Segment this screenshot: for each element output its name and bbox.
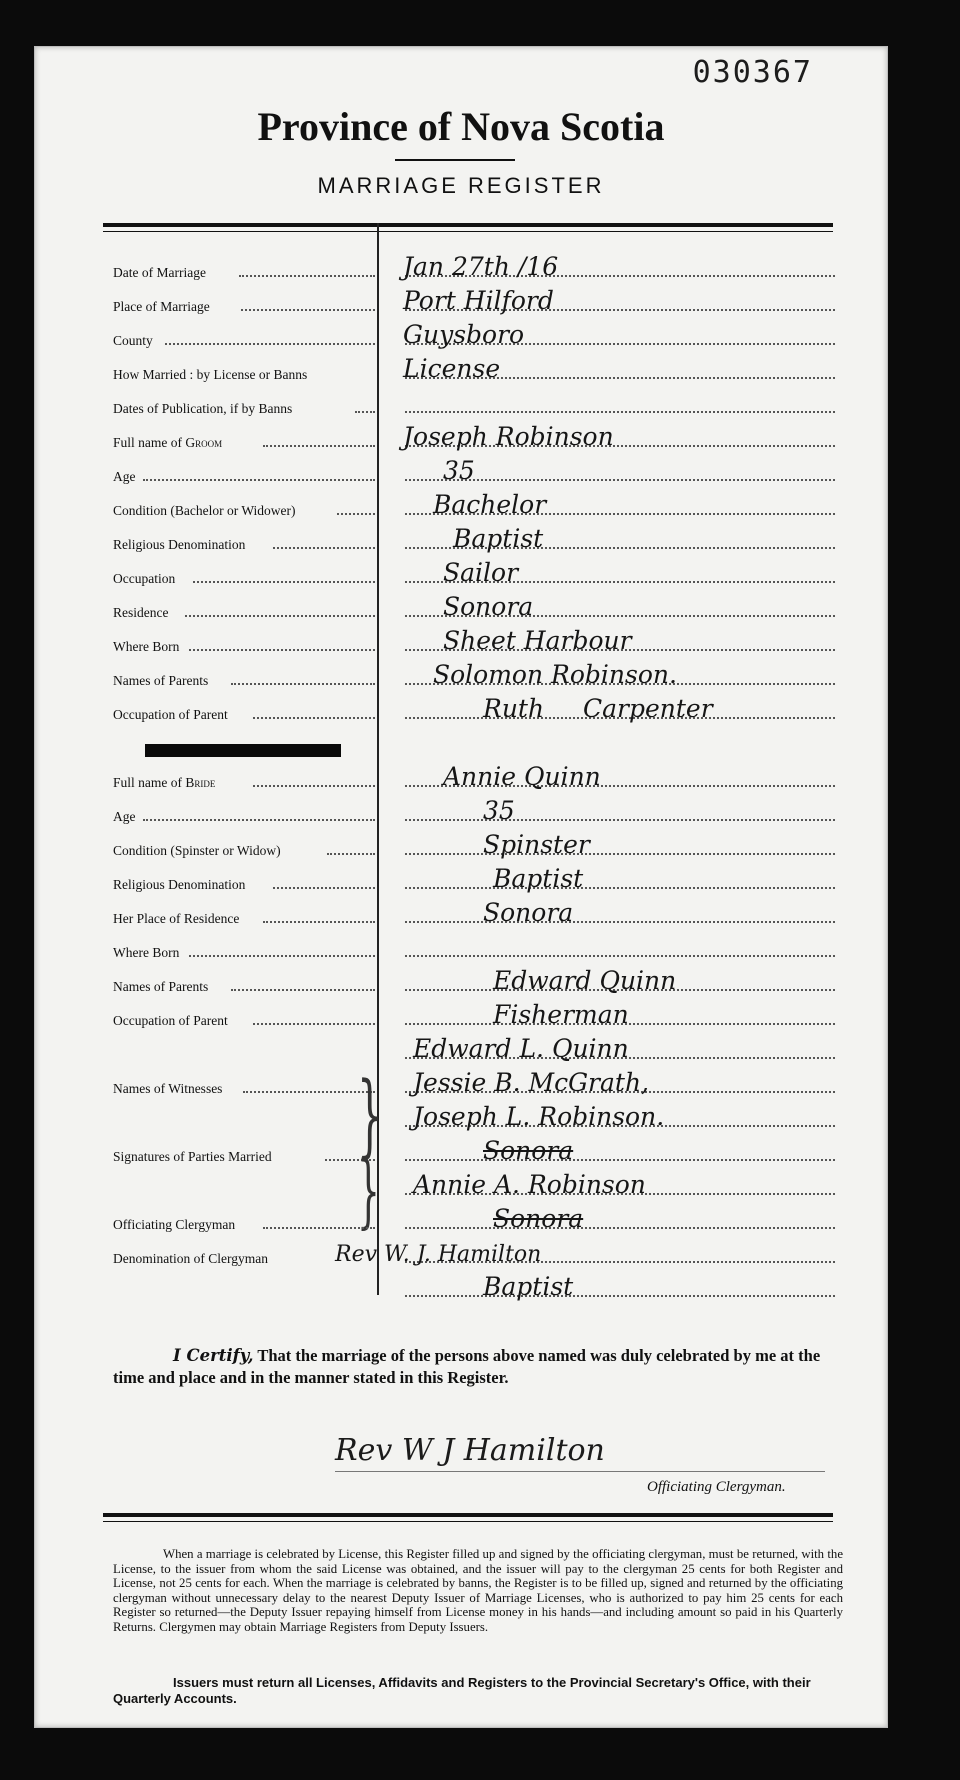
label-bride-parent-occupation: Occupation of Parent <box>113 1013 228 1028</box>
value-signature-groom: Joseph L. Robinson. <box>413 1102 665 1131</box>
value-date-of-marriage: Jan 27th /16 <box>403 252 559 281</box>
label-groom-condition: Condition (Bachelor or Widower) <box>113 503 296 518</box>
row-groom-parents <box>113 657 839 691</box>
label-bride-parents: Names of Parents <box>113 979 209 994</box>
row-officiating-clergyman <box>113 1201 839 1235</box>
clergyman-signature: Rev W J Hamilton <box>335 1433 605 1468</box>
row-signatures-of-parties <box>113 1133 839 1167</box>
label-bride-age: Age <box>113 809 136 824</box>
value-signature-bride: Annie A. Robinson <box>413 1170 646 1199</box>
row-county <box>113 317 839 351</box>
label-county: County <box>113 333 153 348</box>
certify-lead: I Certify, <box>173 1346 254 1365</box>
label-bride-condition: Condition (Spinster or Widow) <box>113 843 281 858</box>
row-denomination-value <box>113 1269 839 1303</box>
witnesses-brace: } <box>357 1063 383 1168</box>
value-groom-mother: Ruth <box>483 694 545 723</box>
value-bride-condition: Spinster <box>483 830 590 859</box>
row-bride-name <box>113 759 839 793</box>
row-groom-age <box>113 453 839 487</box>
top-rule-thin <box>103 231 833 232</box>
signatures-brace: } <box>357 1144 380 1237</box>
row-bride-residence <box>113 895 839 929</box>
signature-line <box>335 1471 825 1472</box>
row-bride-religion <box>113 861 839 895</box>
label-groom-parent-occupation: Occupation of Parent <box>113 707 228 722</box>
bride-section-bar <box>145 744 341 757</box>
value-bride-name: Annie Quinn <box>443 762 601 791</box>
label-names-of-witnesses: Names of Witnesses <box>113 1081 223 1096</box>
row-signature-2 <box>113 1167 839 1201</box>
label-officiating-clergyman: Officiating Clergyman <box>113 1217 236 1232</box>
row-dates-of-publication <box>113 385 839 419</box>
label-how-married: How Married : by License or Banns <box>113 367 308 382</box>
value-groom-name: Joseph Robinson <box>403 422 614 451</box>
row-place-of-marriage <box>113 283 839 317</box>
label-bride-where-born: Where Born <box>113 945 180 960</box>
row-groom-residence <box>113 589 839 623</box>
signature-caption: Officiating Clergyman. <box>647 1479 786 1495</box>
value-bride-age: 35 <box>483 796 515 825</box>
value-bride-residence: Sonora <box>483 898 574 927</box>
row-witness-1 <box>113 1031 839 1065</box>
label-signatures-of-parties: Signatures of Parties Married <box>113 1149 272 1164</box>
bottom-rule-thin <box>103 1521 833 1522</box>
value-groom-residence: Sonora <box>443 592 534 621</box>
certification-statement <box>113 1345 843 1389</box>
value-clergyman-denomination: Baptist <box>483 1272 574 1301</box>
value-officiating-clergyman: Sonora <box>493 1204 584 1233</box>
row-bride-parents <box>113 963 839 997</box>
row-bride-age <box>113 793 839 827</box>
value-groom-occupation: Sailor <box>443 558 519 587</box>
form-subtitle: MARRIAGE REGISTER <box>317 173 605 198</box>
row-groom-parent-occupation <box>113 691 839 725</box>
instructions-notice: When a marriage is celebrated by License, this Register filled up and signed by the officiating clergyman, must be returned, with the License, to the issuer from whom the said License was obtained, and the issuer will pay to the clergyman 25 cents for both Register and License, not 25 cents for each. When the marriage is celebrated by banns, the Register is to be filled up, signed and returned by the officiating clergyman without unnecessary delay to the nearest Deputy Issuer of Marriage Licenses, who is authorized to pay him 25 cents for each Register so returned—the Deputy Issuer repaying himself from License money in his hands—and including amount so paid in his Quarterly Returns. Clergymen may obtain Marriage Registers from Deputy Issuers. <box>113 1547 843 1634</box>
value-groom-condition: Bachelor <box>433 490 547 519</box>
row-how-married <box>113 351 839 385</box>
label-groom-occupation: Occupation <box>113 571 176 586</box>
row-groom-where-born <box>113 623 839 657</box>
label-bride-name: Full name of Bride <box>113 775 216 790</box>
row-bride-where-born <box>113 929 839 963</box>
row-groom-religion <box>113 521 839 555</box>
value-groom-religion: Baptist <box>453 524 544 553</box>
label-date-of-marriage: Date of Marriage <box>113 265 206 280</box>
row-groom-name <box>113 419 839 453</box>
marriage-register-form <box>34 46 888 1728</box>
value-place-of-marriage: Port Hilford <box>403 286 554 315</box>
value-bride-religion: Baptist <box>493 864 584 893</box>
document-number: 030367 <box>692 55 813 90</box>
row-bride-parent-occupation <box>113 997 839 1031</box>
value-bride-parents: Edward Quinn <box>493 966 677 995</box>
value-groom-parents: Solomon Robinson. <box>433 660 677 689</box>
label-bride-religion: Religious Denomination <box>113 877 246 892</box>
bottom-rule-thick <box>103 1513 833 1517</box>
label-denomination-clergyman: Denomination of Clergyman <box>113 1251 268 1266</box>
value-witness-1: Edward L. Quinn <box>413 1034 629 1063</box>
row-bride-condition <box>113 827 839 861</box>
form-title: Province of Nova Scotia <box>257 104 665 149</box>
label-dates-of-publication: Dates of Publication, if by Banns <box>113 401 293 416</box>
label-groom-residence: Residence <box>113 605 169 620</box>
value-signature-struck: Sonora <box>483 1136 574 1165</box>
value-witness-2: Jessie B. McGrath, <box>413 1068 649 1097</box>
issuers-notice: Issuers must return all Licenses, Affidavits and Registers to the Provincial Secretary's Office, with their Quarterly Accounts. <box>113 1675 811 1706</box>
top-rule-thick <box>103 223 833 227</box>
label-place-of-marriage: Place of Marriage <box>113 299 210 314</box>
row-groom-condition <box>113 487 839 521</box>
label-groom-age: Age <box>113 469 136 484</box>
row-denomination-clergyman <box>113 1235 839 1269</box>
label-groom-parents: Names of Parents <box>113 673 209 688</box>
row-groom-occupation <box>113 555 839 589</box>
value-bride-parent-occupation: Fisherman <box>493 1000 629 1029</box>
label-bride-residence: Her Place of Residence <box>113 911 240 926</box>
value-groom-where-born: Sheet Harbour <box>443 626 632 655</box>
value-clergyman-name: Rev W. J. Hamilton <box>335 1242 542 1267</box>
value-how-married: License <box>403 354 501 383</box>
row-date-of-marriage <box>113 249 839 283</box>
certify-text: That the marriage of the persons above named was duly celebrated by me at the time and place and in the manner stated in this Register. <box>113 1346 821 1387</box>
title-underline <box>395 159 515 161</box>
value-county: Guysboro <box>403 320 525 349</box>
value-groom-age: 35 <box>443 456 475 485</box>
label-groom-where-born: Where Born <box>113 639 180 654</box>
label-groom-name: Full name of Groom <box>113 435 223 450</box>
row-signature-1 <box>113 1099 839 1133</box>
row-names-of-witnesses <box>113 1065 839 1099</box>
value-groom-parent-occupation: Carpenter <box>583 694 713 723</box>
label-groom-religion: Religious Denomination <box>113 537 246 552</box>
